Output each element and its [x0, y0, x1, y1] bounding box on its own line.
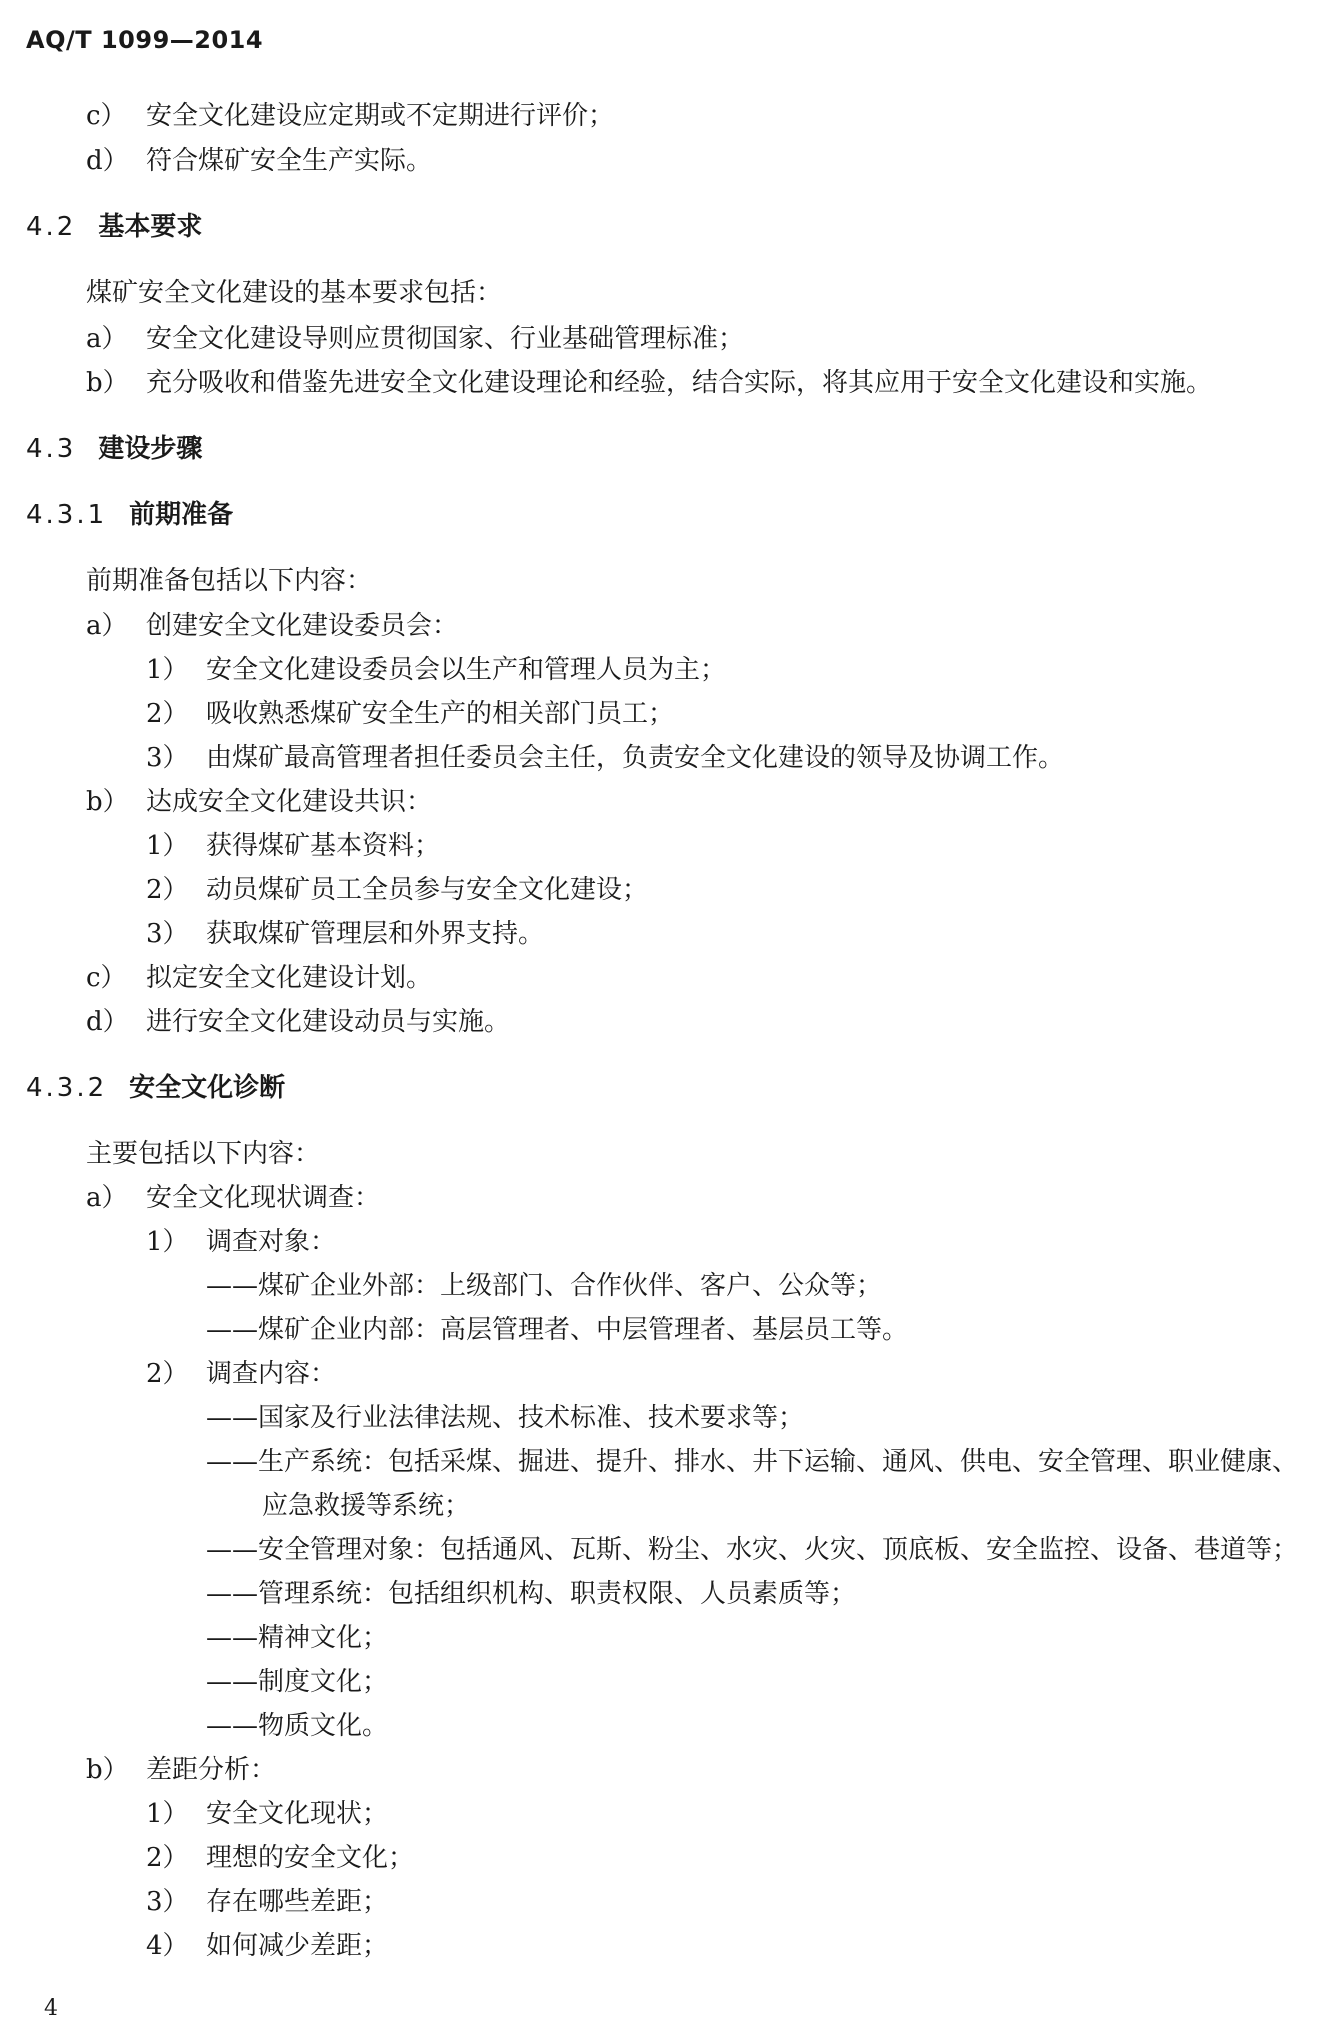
- standard-code-header: AQ/T 1099—2014: [26, 26, 264, 54]
- section-heading-4-3: [26, 432, 202, 466]
- list-marker: 3）: [146, 919, 189, 949]
- dash-item: ——管理系统：包括组织机构、职责权限、人员素质等；: [206, 1579, 857, 1609]
- list-item: [86, 366, 1212, 400]
- list-item-text: 吸收熟悉煤矿安全生产的相关部门员工；: [206, 699, 675, 729]
- sub-list-item: [146, 653, 726, 687]
- list-marker: 4）: [146, 1931, 189, 1961]
- sub-list-item: [146, 1797, 388, 1831]
- list-item-text: 安全文化现状调查：: [146, 1183, 381, 1213]
- list-item-text: 调查内容：: [206, 1359, 337, 1389]
- dash-item: ——生产系统：包括采煤、掘进、提升、排水、井下运输、通风、供电、安全管理、职业健康、: [206, 1447, 1299, 1477]
- list-marker: a）: [86, 324, 128, 354]
- sub-list-item: [146, 697, 674, 731]
- list-item: [86, 1753, 276, 1787]
- list-marker: b）: [86, 787, 129, 817]
- list-item: [86, 785, 432, 819]
- list-marker: a）: [86, 1183, 128, 1213]
- section-title: 安全文化诊断: [129, 1073, 286, 1103]
- dash-item: ——煤矿企业外部：上级部门、合作伙伴、客户、公众等；: [206, 1271, 883, 1301]
- section-title: 建设步骤: [98, 434, 203, 464]
- paragraph: 前期准备包括以下内容：: [86, 566, 373, 596]
- list-marker: d）: [86, 146, 129, 176]
- list-item-text: 获取煤矿管理层和外界支持。: [206, 919, 545, 949]
- dash-item: ——物质文化。: [206, 1711, 389, 1741]
- list-item-text: 调查对象：: [206, 1227, 337, 1257]
- list-item-text: 安全文化建设应定期或不定期进行评价；: [146, 101, 615, 131]
- list-item-text: 达成安全文化建设共识：: [146, 787, 433, 817]
- list-marker: a）: [86, 611, 128, 641]
- list-marker: c）: [86, 101, 127, 131]
- list-item-text: 符合煤矿安全生产实际。: [146, 146, 433, 176]
- list-marker: 1）: [146, 1227, 189, 1257]
- section-heading-4-3-1: [26, 498, 233, 532]
- section-heading-4-3-2: [26, 1071, 285, 1105]
- sub-list-item: [146, 1225, 336, 1259]
- dash-item-continuation: 应急救援等系统；: [262, 1491, 471, 1521]
- list-item-text: 充分吸收和借鉴先进安全文化建设理论和经验，结合实际，将其应用于安全文化建设和实施。: [146, 368, 1213, 398]
- list-item: [86, 322, 744, 356]
- list-item: [86, 1181, 380, 1215]
- sub-list-item: [146, 741, 1064, 775]
- list-item-text: 动员煤矿员工全员参与安全文化建设；: [206, 875, 649, 905]
- list-marker: 2）: [146, 1359, 189, 1389]
- section-number: 4.3: [26, 434, 77, 464]
- section-title: 前期准备: [129, 500, 234, 530]
- list-item-text: 创建安全文化建设委员会：: [146, 611, 459, 641]
- list-item-text: 拟定安全文化建设计划。: [146, 963, 433, 993]
- list-marker: c）: [86, 963, 127, 993]
- dash-item: ——安全管理对象：包括通风、瓦斯、粉尘、水灾、火灾、顶底板、安全监控、设备、巷道等；: [206, 1535, 1299, 1565]
- sub-list-item: [146, 1929, 388, 1963]
- list-item-text: 进行安全文化建设动员与实施。: [146, 1007, 511, 1037]
- list-marker: 2）: [146, 699, 189, 729]
- list-item-text: 安全文化建设导则应贯彻国家、行业基础管理标准；: [146, 324, 745, 354]
- list-marker: 1）: [146, 655, 189, 685]
- list-item-text: 理想的安全文化；: [206, 1843, 415, 1873]
- list-marker: b）: [86, 368, 129, 398]
- list-item-text: 如何减少差距；: [206, 1931, 389, 1961]
- section-number: 4.3.1: [26, 500, 108, 530]
- dash-item: ——煤矿企业内部：高层管理者、中层管理者、基层员工等。: [206, 1315, 909, 1345]
- list-item-text: 安全文化现状；: [206, 1799, 389, 1829]
- list-marker: 3）: [146, 1887, 189, 1917]
- list-item: [86, 961, 432, 995]
- sub-list-item: [146, 829, 440, 863]
- list-item-text: 安全文化建设委员会以生产和管理人员为主；: [206, 655, 727, 685]
- dash-item: ——国家及行业法律法规、技术标准、技术要求等；: [206, 1403, 805, 1433]
- list-marker: 2）: [146, 875, 189, 905]
- section-number: 4.2: [26, 212, 77, 242]
- list-item: [86, 1005, 510, 1039]
- list-item: [86, 609, 458, 643]
- section-number: 4.3.2: [26, 1073, 108, 1103]
- list-marker: b）: [86, 1755, 129, 1785]
- list-item: [86, 144, 432, 178]
- section-title: 基本要求: [98, 212, 203, 242]
- sub-list-item: [146, 917, 544, 951]
- list-marker: d）: [86, 1007, 129, 1037]
- list-item-text: 差距分析：: [146, 1755, 277, 1785]
- dash-item: ——精神文化；: [206, 1623, 389, 1653]
- sub-list-item: [146, 1885, 388, 1919]
- list-marker: 2）: [146, 1843, 189, 1873]
- list-item-text: 由煤矿最高管理者担任委员会主任，负责安全文化建设的领导及协调工作。: [206, 743, 1065, 773]
- list-item-text: 获得煤矿基本资料；: [206, 831, 441, 861]
- list-item: [86, 99, 614, 133]
- page-number: 4: [44, 1996, 58, 2021]
- list-marker: 1）: [146, 1799, 189, 1829]
- dash-item: ——制度文化；: [206, 1667, 389, 1697]
- paragraph: 煤矿安全文化建设的基本要求包括：: [86, 278, 503, 308]
- list-marker: 3）: [146, 743, 189, 773]
- sub-list-item: [146, 1357, 336, 1391]
- sub-list-item: [146, 1841, 414, 1875]
- list-marker: 1）: [146, 831, 189, 861]
- paragraph: 主要包括以下内容：: [86, 1139, 321, 1169]
- sub-list-item: [146, 873, 648, 907]
- section-heading-4-2: [26, 210, 202, 244]
- list-item-text: 存在哪些差距；: [206, 1887, 389, 1917]
